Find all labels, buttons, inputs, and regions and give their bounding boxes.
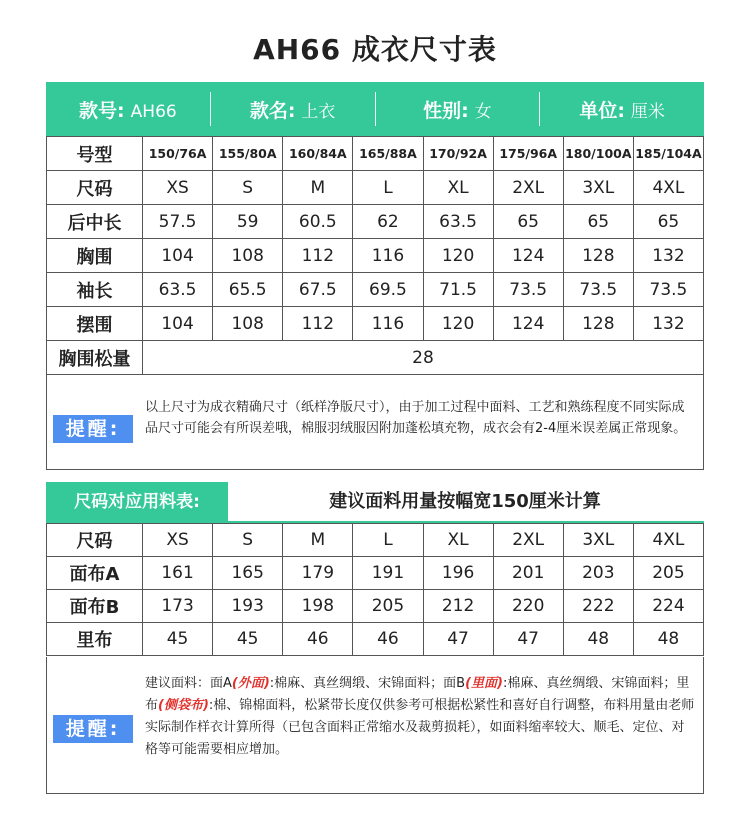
unit-field: [540, 96, 704, 123]
table-cell: 108: [213, 307, 283, 341]
table-row: [47, 273, 704, 307]
table-row: [47, 171, 704, 205]
row-label: 后中长: [47, 205, 143, 239]
table-cell: 170/92A: [423, 137, 493, 171]
table-cell: 124: [493, 307, 563, 341]
table-cell: 48: [633, 623, 703, 656]
table-cell: 73.5: [633, 273, 703, 307]
page-title: AH66 成衣尺寸表: [253, 33, 497, 66]
table-cell: 120: [423, 239, 493, 273]
table-cell: 73.5: [563, 273, 633, 307]
table-cell: 132: [633, 239, 703, 273]
highlight-text: (里面): [465, 676, 503, 691]
highlight-text: (侧袋布): [158, 698, 209, 713]
table-cell: 69.5: [353, 273, 423, 307]
note-text-part: :棉、锦棉面料，松紧带长度仅供参考可根据松紧性和喜好自行调整，布料用量由老师实际制作样衣计算所得（已包含面料正常缩水及裁剪损耗），如面料缩率较大、顺毛、定位、对格等可能需要相应增加。: [145, 698, 695, 757]
table-cell: 104: [143, 307, 213, 341]
table-cell: 155/80A: [213, 137, 283, 171]
table-cell: M: [283, 524, 353, 557]
table-cell: S: [213, 171, 283, 205]
row-label: 号型: [47, 137, 143, 171]
table-cell: 73.5: [493, 273, 563, 307]
style-no-field: [46, 96, 210, 123]
table-cell: 47: [493, 623, 563, 656]
table-row: [47, 205, 704, 239]
gender-value: 女: [474, 101, 492, 122]
style-no-value: AH66: [130, 101, 177, 122]
row-label: 摆围: [47, 307, 143, 341]
table-cell: 120: [423, 307, 493, 341]
table-cell: 128: [563, 307, 633, 341]
fabric-note-text: [145, 673, 697, 761]
table-cell: 71.5: [423, 273, 493, 307]
table-cell: 62: [353, 205, 423, 239]
table-cell: M: [283, 171, 353, 205]
table-cell: 112: [283, 307, 353, 341]
table-cell: 4XL: [633, 171, 703, 205]
table-cell: 160/84A: [283, 137, 353, 171]
table-cell: 65: [563, 205, 633, 239]
table-cell: 104: [143, 239, 213, 273]
row-label: 胸围松量: [47, 341, 143, 375]
table-row: [47, 307, 704, 341]
table-cell: 175/96A: [493, 137, 563, 171]
table-cell: 128: [563, 239, 633, 273]
row-label: 袖长: [47, 273, 143, 307]
table-cell: 132: [633, 307, 703, 341]
note-box-2: [46, 657, 704, 794]
table-cell: 46: [283, 623, 353, 656]
tip-badge: 提醒:: [53, 715, 133, 743]
table-cell: 3XL: [563, 524, 633, 557]
style-name-field: [211, 96, 375, 123]
table-cell: 180/100A: [563, 137, 633, 171]
table-cell: 2XL: [493, 524, 563, 557]
table-row: [47, 557, 704, 590]
size-table: [46, 136, 704, 375]
table-row: [47, 239, 704, 273]
fabric-section-title: 尺码对应用料表:: [46, 482, 228, 522]
unit-value: 厘米: [630, 101, 665, 122]
table-cell: 65: [493, 205, 563, 239]
table-cell: 201: [493, 557, 563, 590]
table-cell: 4XL: [633, 524, 703, 557]
table-cell: 191: [353, 557, 423, 590]
fabric-section-subtitle: 建议面料用量按幅宽150厘米计算: [329, 491, 601, 512]
info-header-bar: [46, 82, 704, 136]
table-cell: 116: [353, 239, 423, 273]
table-cell: XL: [423, 524, 493, 557]
table-cell: L: [353, 171, 423, 205]
row-label: 里布: [47, 623, 143, 656]
ease-value: 28: [143, 341, 704, 375]
table-cell: 65: [633, 205, 703, 239]
row-label: 胸围: [47, 239, 143, 273]
table-cell: 224: [633, 590, 703, 623]
table-cell: S: [213, 524, 283, 557]
table-row: [47, 590, 704, 623]
table-cell: 48: [563, 623, 633, 656]
table-cell: 59: [213, 205, 283, 239]
table-cell: 63.5: [143, 273, 213, 307]
table-cell: 165/88A: [353, 137, 423, 171]
fabric-usage-table: [46, 523, 704, 656]
gender-label: 性别:: [423, 99, 469, 122]
row-label: 面布B: [47, 590, 143, 623]
note-text-part: :棉麻、真丝绸缎、宋锦面料；面B: [269, 676, 466, 691]
table-cell: 205: [353, 590, 423, 623]
table-cell: 57.5: [143, 205, 213, 239]
row-label: 尺码: [47, 524, 143, 557]
table-cell: 205: [633, 557, 703, 590]
table-cell: 150/76A: [143, 137, 213, 171]
style-name-label: 款名:: [249, 99, 296, 122]
table-cell: 45: [213, 623, 283, 656]
table-cell: 185/104A: [633, 137, 703, 171]
table-cell: 196: [423, 557, 493, 590]
gender-field: [376, 96, 540, 123]
table-cell: XL: [423, 171, 493, 205]
table-row: [47, 623, 704, 656]
table-cell: 212: [423, 590, 493, 623]
table-cell: 220: [493, 590, 563, 623]
table-cell: 2XL: [493, 171, 563, 205]
table-cell: 47: [423, 623, 493, 656]
table-cell: 222: [563, 590, 633, 623]
table-cell: XS: [143, 524, 213, 557]
table-cell: 3XL: [563, 171, 633, 205]
table-cell: 63.5: [423, 205, 493, 239]
table-cell: 179: [283, 557, 353, 590]
table-row: [47, 341, 704, 375]
table-cell: 45: [143, 623, 213, 656]
table-cell: 198: [283, 590, 353, 623]
tip-badge: 提醒:: [53, 415, 133, 443]
table-cell: 67.5: [283, 273, 353, 307]
note-text-part: :棉麻、真丝绸缎、宋锦面料；里布: [145, 676, 690, 713]
highlight-text: (外面): [231, 676, 270, 691]
table-cell: 173: [143, 590, 213, 623]
note-text-part: 建议面料：面A: [145, 676, 232, 691]
table-cell: L: [353, 524, 423, 557]
table-cell: 65.5: [213, 273, 283, 307]
note-text: 以上尺寸为成衣精确尺寸（纸样净版尺寸），由于加工过程中面料、工艺和熟练程度不同实际成品尺寸可能会有所误差哦，棉服羽绒服因附加蓬松填充物，成衣会有2-4厘米误差属正常现象。: [145, 400, 687, 436]
table-cell: 108: [213, 239, 283, 273]
table-cell: XS: [143, 171, 213, 205]
style-name-value: 上衣: [301, 101, 336, 122]
row-label: 面布A: [47, 557, 143, 590]
table-cell: 116: [353, 307, 423, 341]
unit-label: 单位:: [579, 99, 625, 122]
table-cell: 124: [493, 239, 563, 273]
table-cell: 193: [213, 590, 283, 623]
row-label: 尺码: [47, 171, 143, 205]
table-cell: 60.5: [283, 205, 353, 239]
table-cell: 46: [353, 623, 423, 656]
table-row: [47, 524, 704, 557]
table-cell: 112: [283, 239, 353, 273]
table-cell: 161: [143, 557, 213, 590]
note-box-1: [46, 375, 704, 470]
style-no-label: 款号:: [79, 99, 125, 122]
table-cell: 165: [213, 557, 283, 590]
table-cell: 203: [563, 557, 633, 590]
table-row: [47, 137, 704, 171]
